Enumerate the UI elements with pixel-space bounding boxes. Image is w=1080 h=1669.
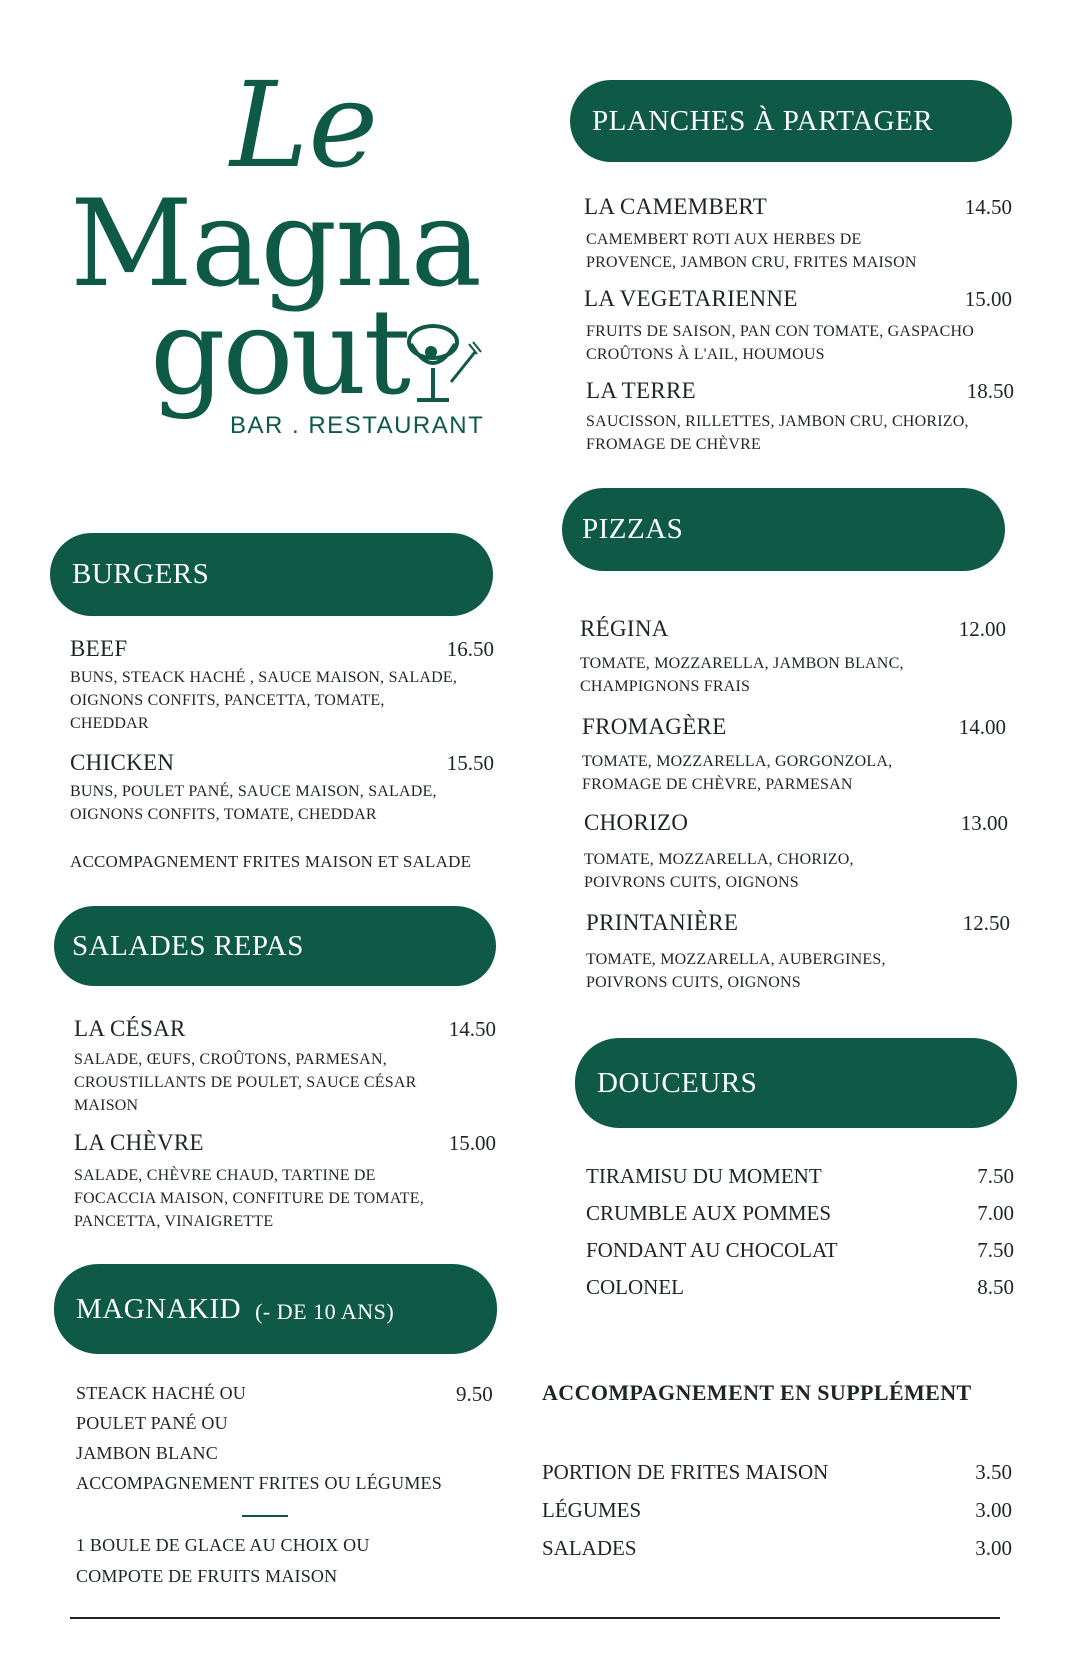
item-price: 15.00: [448, 1131, 496, 1155]
item-name: CHORIZO: [584, 810, 689, 835]
section-header-magnakid: [54, 1264, 497, 1354]
divider: [242, 1515, 288, 1517]
dessert-item: [586, 1275, 1014, 1300]
item-price: 7.50: [977, 1164, 1014, 1188]
item-price: 14.00: [958, 715, 1006, 739]
item-price: 15.00: [964, 287, 1012, 311]
logo-gout: gout: [150, 283, 408, 421]
logo-magna: Magna: [70, 175, 481, 314]
supplement-item: [542, 1460, 1012, 1485]
item-description: TOMATE, MOZZARELLA, JAMBON BLANC, CHAMPIGNONS FRAIS: [580, 655, 904, 695]
menu-item-chorizo: [584, 810, 1008, 836]
menu-item-cesar: [74, 1016, 496, 1042]
magnakid-dessert: 1 BOULE DE GLACE AU CHOIX OU COMPOTE DE FRUITS MAISON: [76, 1535, 370, 1586]
item-description: SAUCISSON, RILLETTES, JAMBON CRU, CHORIZO, FROMAGE DE CHÈVRE: [586, 413, 969, 453]
supplement-item: [542, 1498, 1012, 1523]
item-name: TIRAMISU DU MOMENT: [586, 1164, 822, 1188]
item-description: CAMEMBERT ROTI AUX HERBES DE PROVENCE, JAMBON CRU, FRITES MAISON: [586, 231, 917, 271]
section-header-pizzas: [562, 488, 1005, 571]
magnakid-price: 9.50: [456, 1382, 493, 1406]
item-name: BEEF: [70, 636, 128, 661]
item-description: FRUITS DE SAISON, PAN CON TOMATE, GASPACHO CROÛTONS À L'AIL, HOUMOUS: [586, 323, 975, 363]
item-price: 7.50: [977, 1238, 1014, 1262]
dessert-item: [586, 1164, 1014, 1189]
logo: [60, 56, 500, 450]
logo-tagline: BAR . RESTAURANT: [230, 412, 485, 439]
item-price: 14.50: [964, 195, 1012, 219]
item-price: 8.50: [977, 1275, 1014, 1299]
item-price: 16.50: [446, 637, 494, 661]
item-description: SALADE, CHÈVRE CHAUD, TARTINE DE FOCACCIA MAISON, CONFITURE DE TOMATE, PANCETTA, VINAIGRETTE: [74, 1167, 424, 1230]
item-price: 3.50: [975, 1460, 1012, 1484]
item-name: LA TERRE: [586, 378, 696, 403]
menu-item-camembert: [584, 194, 1012, 220]
section-title: PIZZAS: [582, 513, 684, 545]
supplement-item: [542, 1536, 1012, 1561]
item-price: 13.00: [960, 811, 1008, 835]
section-subtitle: (- DE 10 ANS): [255, 1299, 395, 1324]
menu-item-beef: [70, 636, 494, 662]
item-name: CHICKEN: [70, 750, 175, 775]
section-header-planches: [570, 80, 1012, 162]
item-name: LA VEGETARIENNE: [584, 286, 798, 311]
section-title: SALADES REPAS: [72, 929, 304, 962]
footer-divider: [70, 1617, 1000, 1619]
item-name: LA CAMEMBERT: [584, 194, 768, 219]
section-header-burgers: [50, 533, 493, 616]
section-title: BURGERS: [72, 558, 210, 590]
item-name: LÉGUMES: [542, 1498, 642, 1522]
item-price: 3.00: [975, 1498, 1012, 1522]
item-name: CRUMBLE AUX POMMES: [586, 1201, 832, 1225]
item-name: PRINTANIÈRE: [586, 910, 739, 935]
item-description: SALADE, ŒUFS, CROÛTONS, PARMESAN, CROUSTILLANTS DE POULET, SAUCE CÉSAR MAISON: [74, 1051, 417, 1114]
section-title: PLANCHES À PARTAGER: [592, 104, 934, 137]
item-name: LA CÉSAR: [74, 1016, 186, 1041]
menu-item-chicken: [70, 750, 494, 776]
section-title: DOUCEURS: [597, 1066, 758, 1099]
menu-item-printaniere: [586, 910, 1010, 936]
item-description: TOMATE, MOZZARELLA, CHORIZO, POIVRONS CUITS, OIGNONS: [584, 851, 854, 891]
item-price: 14.50: [448, 1017, 496, 1041]
item-description: BUNS, POULET PANÉ, SAUCE MAISON, SALADE, OIGNONS CONFITS, TOMATE, CHEDDAR: [70, 783, 437, 823]
item-description: BUNS, STEACK HACHÉ , SAUCE MAISON, SALADE, OIGNONS CONFITS, PANCETTA, TOMATE, CHEDDAR: [70, 669, 458, 732]
section-title: MAGNAKID: [76, 1292, 242, 1325]
item-description: TOMATE, MOZZARELLA, GORGONZOLA, FROMAGE DE CHÈVRE, PARMESAN: [582, 753, 893, 793]
item-name: PORTION DE FRITES MAISON: [542, 1460, 829, 1484]
supplements-title: ACCOMPAGNEMENT EN SUPPLÉMENT: [542, 1380, 972, 1405]
item-price: 12.00: [958, 617, 1006, 641]
wine-glass-fork-icon: [405, 322, 485, 412]
item-name: RÉGINA: [580, 616, 669, 641]
item-price: 3.00: [975, 1536, 1012, 1560]
menu-item-vegetarienne: [584, 286, 1012, 312]
item-name: COLONEL: [586, 1275, 684, 1299]
section-header-salades: [54, 906, 496, 986]
logo-le: Le: [230, 56, 379, 194]
menu-item-regina: [580, 616, 1006, 642]
menu-item-fromagere: [582, 714, 1006, 740]
item-name: LA CHÈVRE: [74, 1130, 204, 1155]
menu-item-chevre: [74, 1130, 496, 1156]
section-header-douceurs: [575, 1038, 1017, 1128]
item-name: FONDANT AU CHOCOLAT: [586, 1238, 838, 1262]
item-price: 15.50: [446, 751, 494, 775]
item-price: 18.50: [966, 379, 1014, 403]
dessert-item: [586, 1238, 1014, 1263]
item-price: 12.50: [962, 911, 1010, 935]
item-name: SALADES: [542, 1536, 637, 1560]
item-price: 7.00: [977, 1201, 1014, 1225]
item-name: FROMAGÈRE: [582, 714, 727, 739]
dessert-item: [586, 1201, 1014, 1226]
burgers-note: ACCOMPAGNEMENT FRITES MAISON ET SALADE: [70, 852, 472, 871]
magnakid-lines: STEACK HACHÉ OU POULET PANÉ OU JAMBON BLANC ACCOMPAGNEMENT FRITES OU LÉGUMES: [76, 1383, 442, 1493]
menu-item-terre: [586, 378, 1014, 404]
item-description: TOMATE, MOZZARELLA, AUBERGINES, POIVRONS CUITS, OIGNONS: [586, 951, 886, 991]
